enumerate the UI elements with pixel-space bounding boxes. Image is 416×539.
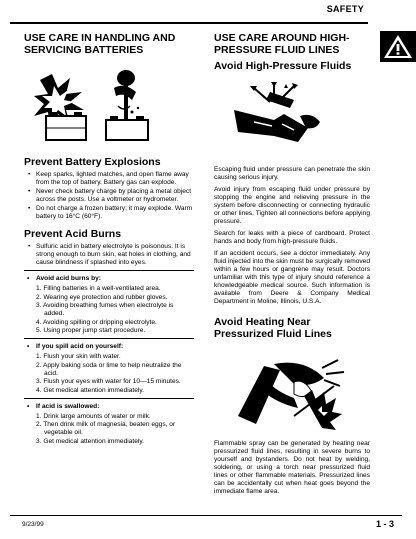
fluid-paragraph: Avoid injury from escaping fluid under pressure by stopping the engine and relieving pressure in the system before disconnecting or connecting hydraulic or other lines. Tighten all connections before applying pressure.	[214, 186, 370, 225]
list-item: 2. Wearing eye protection and rubber gloves.	[36, 293, 168, 301]
battery-explosion-icon	[34, 66, 154, 144]
spill-steps	[24, 353, 194, 395]
list-item: 1. Drink large amounts of water or milk.	[36, 412, 151, 420]
left-column	[24, 32, 194, 446]
right-column	[214, 32, 370, 496]
list-item: 4. Avoiding spilling or dripping electrolyte.	[36, 318, 157, 326]
swallow-steps	[24, 413, 194, 446]
list-item: 3. Avoiding breathing fumes when electrolyte is added.	[36, 302, 174, 317]
swallow-heading: • If acid is swallowed:	[24, 403, 194, 411]
header-rule	[10, 22, 368, 24]
fluid-section-title: USE CARE AROUND HIGH-PRESSURE FLUID LINES	[214, 32, 350, 56]
list-item: 3. Get medical attention immediately.	[36, 437, 144, 445]
list-item: 2. Apply baking soda or lime to help neutralize the acid.	[36, 361, 182, 377]
footer-date: 9/23/99	[22, 521, 44, 528]
explosions-list	[24, 171, 194, 221]
heating-paragraph: Flammable spray can be generated by heating near pressurized fluid lines, resulting in severe burns to yourself and bystanders. Do not heat by welding, soldering, or using a torch near pressurized fluid lines or other flammable materials. Pressurized lines can be accidentally cut when heat goes beyond the immediate flame area.	[214, 440, 370, 495]
header-title: SAFETY	[326, 4, 364, 14]
list-item: 5. Using proper jump start procedure.	[36, 327, 146, 334]
acid-list	[24, 243, 194, 267]
footer-rule	[10, 515, 402, 516]
list-item: 3. Flush your eyes with water for 10—15 minutes.	[36, 378, 181, 385]
battery-section-title: USE CARE IN HANDLING AND SERVICING BATTERIES	[24, 32, 176, 56]
list-item: 4. Get medical attention immediately.	[36, 386, 144, 394]
warning-tab	[380, 31, 416, 62]
battery-explosions-heading: Prevent Battery Explosions	[24, 156, 161, 168]
fluid-paragraph: Escaping fluid under pressure can penetrate the skin causing serious injury.	[214, 166, 370, 181]
fluid-paragraph: If an accident occurs, see a doctor immediately. Any fluid injected into the skin must be surgically removed within a few hours or gangrene may result. Doctors unfamiliar with this type of injury should reference a knowledgeable medical source. Such information is available from Deere & Company Medical Department in Moline, Illinois, U.S.A.	[214, 250, 370, 305]
divider	[24, 270, 194, 271]
page-number: 1 - 3	[375, 519, 394, 529]
list-item: • Keep sparks, lighted matches, and open flame away from the top of battery. Battery gas can explode.	[36, 171, 194, 187]
heating-heading: Avoid Heating Near Pressurized Fluid Lines	[214, 316, 332, 340]
high-pressure-heading: Avoid High-Pressure Fluids	[214, 60, 352, 72]
avoid-steps	[24, 285, 194, 335]
acid-burns-heading: Prevent Acid Burns	[24, 228, 122, 240]
divider	[24, 398, 194, 399]
list-item: 2. Then drink milk of magnesia, beaten eggs, or vegetable oil.	[36, 421, 176, 436]
divider	[24, 338, 194, 339]
battery-illustration	[34, 66, 154, 144]
list-item: • Do not charge a frozen battery; it may explode. Warm battery to 16°C (60°F).	[36, 205, 194, 221]
warning-triangle-icon	[380, 31, 416, 62]
heating-illustration	[234, 346, 354, 434]
fluid-paragraph: Search for leaks with a piece of cardboard. Protect hands and body from high-pressure fluids.	[214, 230, 370, 245]
list-item: • Sulfuric acid in battery electrolyte is poisonous. It is strong enough to burn skin, eat holes in clothing, and cause blindness if splashed into eyes.	[36, 243, 194, 267]
high-pressure-spray-icon	[224, 80, 334, 160]
spill-heading: • If you spill acid on yourself:	[24, 343, 194, 351]
torch-flame-icon	[234, 346, 354, 434]
avoid-heading: • Avoid acid burns by:	[24, 275, 194, 283]
list-item: 1. Flush your skin with water.	[36, 353, 121, 360]
pressure-illustration	[224, 80, 334, 160]
list-item: 1. Filling batteries in a well-ventilated area.	[36, 285, 161, 292]
list-item: • Never check battery charge by placing a metal object across the posts. Use a voltmeter or hydrometer.	[36, 188, 194, 204]
